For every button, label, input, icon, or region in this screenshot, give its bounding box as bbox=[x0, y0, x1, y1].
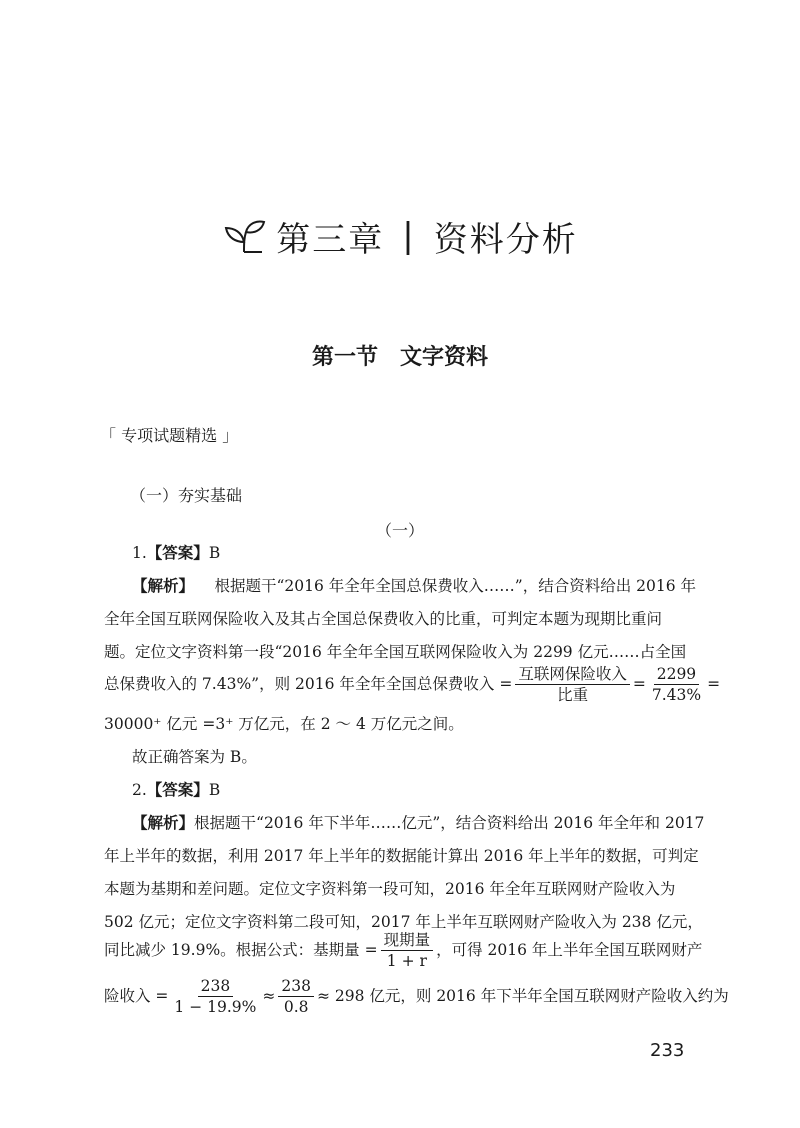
q2-line6-prefix: 险收入 = bbox=[104, 987, 169, 1005]
q2-frac3-numerator: 现期量 bbox=[381, 930, 434, 951]
section-title: 第一节 文字资料 bbox=[311, 345, 488, 370]
q1-line4 bbox=[104, 664, 721, 704]
q2-line5 bbox=[104, 930, 703, 970]
q1-line2: 全年全国互联网保险收入及其占全国总保费收入的比重，可判定本题为现期比重问 bbox=[104, 610, 663, 628]
q1-fraction-values bbox=[649, 664, 704, 705]
q2-line5-suffix: ，可得 2016 年上半年全国互联网财产 bbox=[436, 941, 703, 959]
subheading-solid-basics: （一）夯实基础 bbox=[130, 486, 243, 505]
q1-frac2-numerator: 2299 bbox=[654, 664, 699, 685]
bracket-open-icon: 「 bbox=[100, 426, 122, 445]
q2-fraction-formula bbox=[381, 930, 434, 971]
q2-analysis-line1 bbox=[132, 813, 705, 833]
q2-answer-value: B bbox=[208, 781, 221, 799]
chapter-title: 第三章 bbox=[276, 219, 385, 260]
q1-frac1-numerator: 互联网保险收入 bbox=[515, 664, 630, 685]
q1-conclusion: 故正确答案为 B。 bbox=[132, 748, 257, 766]
q2-fraction-approx bbox=[278, 976, 314, 1017]
subheading-group-one: （一） bbox=[375, 521, 424, 540]
chapter-heading bbox=[0, 206, 800, 266]
q2-approx1: ≈ bbox=[262, 987, 276, 1005]
special-heading bbox=[100, 423, 238, 446]
q1-analysis-line1 bbox=[132, 576, 696, 596]
page-number: 233 bbox=[650, 1040, 685, 1061]
q1-answer-line bbox=[132, 543, 724, 563]
q2-frac4-denominator: 1 − 19.9% bbox=[174, 997, 257, 1016]
q2-frac4-numerator: 238 bbox=[198, 976, 234, 997]
q1-answer-value: B bbox=[208, 544, 221, 562]
q1-eq1: = bbox=[632, 675, 646, 693]
q2-fraction-base bbox=[171, 976, 259, 1017]
bracket-close-icon: 」 bbox=[217, 426, 239, 445]
q2-line2: 年上半年的数据，利用 2017 年上半年的数据能计算出 2016 年上半年的数据，可判定 bbox=[104, 847, 699, 865]
q1-answer-label: 【答案】 bbox=[146, 544, 209, 562]
q2-analysis-label: 【解析】 bbox=[132, 814, 195, 832]
q2-line6 bbox=[104, 976, 729, 1016]
q2-number: 2. bbox=[132, 781, 147, 799]
q1-fraction-formula bbox=[515, 664, 630, 705]
q1-frac1-denominator: 比重 bbox=[557, 685, 589, 704]
q1-line1: 根据题干“2016 年全年全国总保费收入……”，结合资料给出 2016 年 bbox=[214, 577, 696, 595]
q1-eq2: = bbox=[707, 675, 721, 693]
q2-frac3-denominator: 1 + r bbox=[386, 951, 427, 970]
q1-number: 1. bbox=[132, 544, 147, 562]
q1-line3: 题。定位文字资料第一段“2016 年全年全国互联网保险收入为 2299 亿元……占全国 bbox=[104, 643, 687, 661]
q1-line5: 30000⁺ 亿元 =3⁺ 万亿元，在 2 ～ 4 万亿元之间。 bbox=[104, 715, 464, 733]
q2-frac5-denominator: 0.8 bbox=[283, 997, 309, 1016]
q1-line4-prefix: 总保费收入的 7.43%”，则 2016 年全年全国总保费收入 = bbox=[104, 675, 513, 693]
chapter-separator: | bbox=[402, 216, 416, 256]
chapter-subtitle: 资料分析 bbox=[433, 219, 578, 260]
q1-analysis-label: 【解析】 bbox=[132, 577, 195, 595]
q2-frac5-numerator: 238 bbox=[278, 976, 314, 997]
q1-frac2-denominator: 7.43% bbox=[651, 685, 702, 704]
q2-answer-label: 【答案】 bbox=[146, 781, 209, 799]
q2-line5-prefix: 同比减少 19.9%。根据公式：基期量 = bbox=[104, 941, 378, 959]
q2-answer-line bbox=[132, 780, 724, 800]
sprout-icon bbox=[222, 216, 270, 256]
q2-line1: 根据题干“2016 年下半年……亿元”，结合资料给出 2016 年全年和 2017 bbox=[194, 814, 705, 832]
special-heading-text: 专项试题精选 bbox=[121, 426, 218, 445]
q2-line6-suffix: ≈ 298 亿元，则 2016 年下半年全国互联网财产险收入约为 bbox=[316, 987, 729, 1005]
q2-line3: 本题为基期和差问题。定位文字资料第一段可知，2016 年全年互联网财产险收入为 bbox=[104, 880, 676, 898]
q2-line4: 502 亿元；定位文字资料第二段可知，2017 年上半年互联网财产险收入为 238 亿元， bbox=[104, 913, 703, 931]
